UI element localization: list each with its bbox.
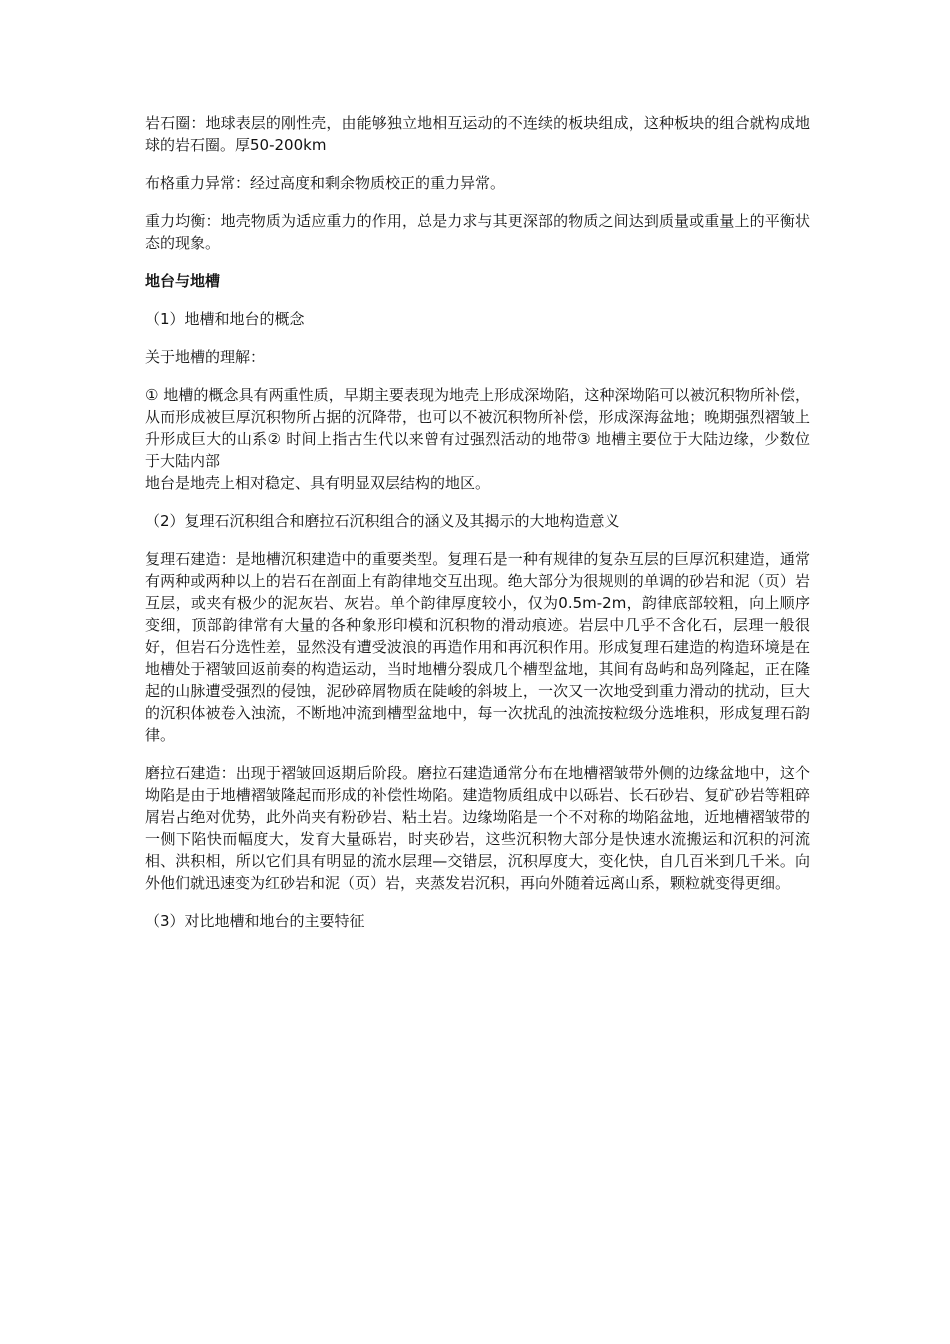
section-heading: 地台与地槽 — [145, 272, 221, 290]
paragraph-molasse: 磨拉石建造：出现于褶皱回返期后阶段。磨拉石建造通常分布在地槽褶皱带外侧的边缘盆地中，这个坳陷是由于地槽褶皱隆起而形成的补偿性坳陷。建造物质组成中以砾岩、长石砂岩、复矿砂岩等粗碎屑岩占绝对优势，此外尚夹有粉砂岩、粘土岩。边缘坳陷是一个不对称的坳陷盆地，近地槽褶皱带的一侧下陷快而幅度大，发育大量砾岩，时夹砂岩，这些沉积物大部分是快速水流搬运和沉积的河流相、洪积相，所以它们具有明显的流水层理—交错层，沉积厚度大，变化快，自几百米到几千米。向外他们就迅速变为红砂岩和泥（页）岩，夹蒸发岩沉积，再向外随着远离山系，颗粒就变得更细。 — [145, 764, 810, 892]
paragraph-flysch: 复理石建造：是地槽沉积建造中的重要类型。复理石是一种有规律的复杂互层的巨厚沉积建造，通常有两种或两种以上的岩石在剖面上有韵律地交互出现。绝大部分为很规则的单调的砂岩和泥（页）岩互层，或夹有极少的泥灰岩、灰岩。单个韵律厚度较小，仅为0.5m-2m，韵律底部较粗，向上顺序变细，顶部韵律常有大量的各种象形印模和沉积物的滑动痕迹。岩层中几乎不含化石，层理一般很好，但岩石分选性差，显然没有遭受波浪的再造作用和再沉积作用。形成复理石建造的构造环境是在地槽处于褶皱回返前奏的构造运动，当时地槽分裂成几个槽型盆地，其间有岛屿和岛列隆起，正在隆起的山脉遭受强烈的侵蚀，泥砂碎屑物质在陡峻的斜坡上，一次又一次地受到重力滑动的扰动，巨大的沉积体被卷入浊流，不断地冲流到槽型盆地中，每一次扰乱的浊流按粒级分选堆积，形成复理石韵律。 — [145, 550, 810, 744]
paragraph-geosyncline-points: ① 地槽的概念具有两重性质，早期主要表现为地壳上形成深坳陷，这种深坳陷可以被沉积物所补偿，从而形成被巨厚沉积物所占据的沉降带，也可以不被沉积物所补偿，形成深海盆地；晚期强烈褶皱上升形成巨大的山系② 时间上指古生代以来曾有过强烈活动的地带③ 地槽主要位于大陆边缘，少数位于大陆内部 — [145, 386, 810, 470]
paragraph-isostasy: 重力均衡：地壳物质为适应重力的作用，总是力求与其更深部的物质之间达到质量或重量上的平衡状态的现象。 — [145, 212, 810, 252]
subheading-comparison: （3）对比地槽和地台的主要特征 — [145, 912, 365, 930]
paragraph-platform: 地台是地壳上相对稳定、具有明显双层结构的地区。 — [145, 474, 491, 492]
paragraph-understanding-intro: 关于地槽的理解： — [145, 348, 266, 366]
paragraph-bouguer-anomaly: 布格重力异常：经过高度和剩余物质校正的重力异常。 — [145, 174, 506, 192]
subheading-concepts: （1）地槽和地台的概念 — [145, 310, 305, 328]
document-body — [145, 112, 810, 948]
subheading-flysch-molasse: （2）复理石沉积组合和磨拉石沉积组合的涵义及其揭示的大地构造意义 — [145, 512, 620, 530]
paragraph-lithosphere: 岩石圈：地球表层的刚性壳，由能够独立地相互运动的不连续的板块组成，这种板块的组合就构成地球的岩石圈。厚50-200km — [145, 114, 810, 154]
